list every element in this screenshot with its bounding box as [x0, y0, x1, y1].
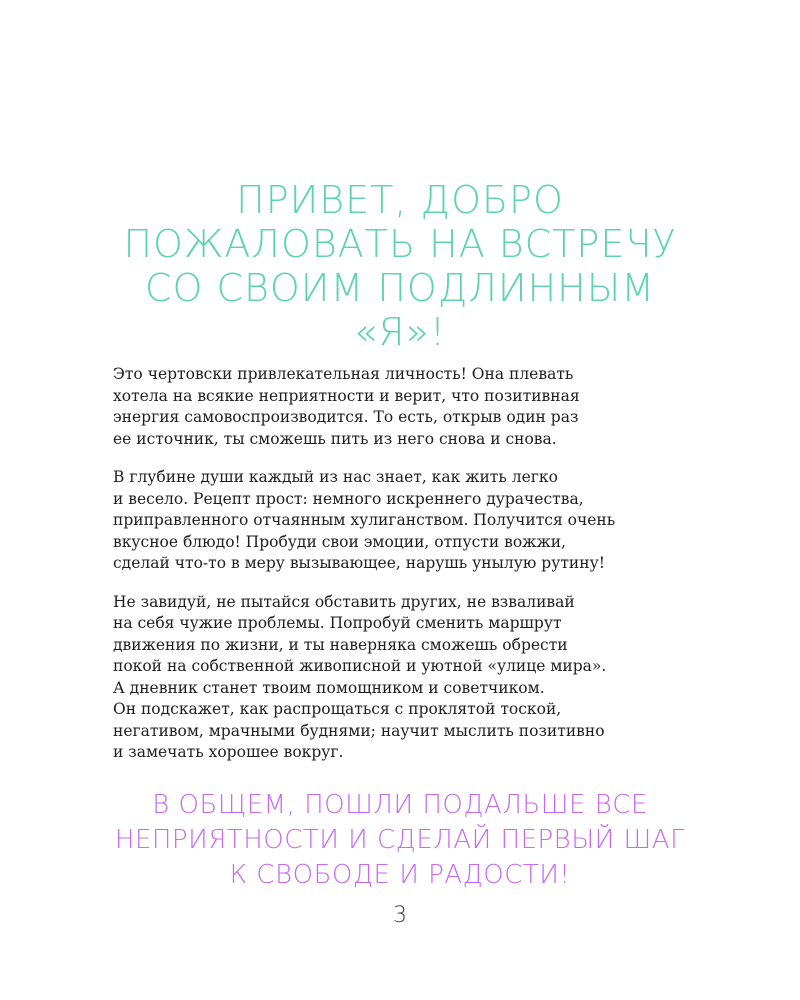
text-line: движения по жизни, и ты наверняка сможешь обрести [113, 635, 568, 654]
page-number: 3 [393, 903, 407, 928]
page-heading [80, 178, 720, 354]
text-line: приправленного отчаянным хулиганством. Получится очень [113, 511, 616, 529]
heading-line: ПРИВЕТ, ДОБРО [236, 178, 564, 222]
paragraph-2 [113, 467, 693, 575]
heading-line: «Я»! [353, 310, 447, 354]
text-line: энергия самовоспроизводится. То есть, открыв один раз [113, 408, 579, 426]
text-line: покой на собственной живописной и уютной «улице мира». [113, 657, 607, 675]
text-line: А дневник станет твоим помощником и советчиком. [113, 678, 545, 697]
closing-callout [80, 788, 720, 893]
text-line: Не завидуй, не пытайся обставить других, не взваливай [113, 592, 575, 611]
text-line: В глубине души каждый из нас знает, как жить легко [113, 468, 558, 486]
text-line: хотела на всякие неприятности и верит, что позитивная [113, 386, 580, 405]
heading-line: СО СВОИМ ПОДЛИННЫМ [144, 266, 656, 310]
text-line: Он подскажет, как распрощаться с проклятой тоской, [113, 700, 562, 718]
paragraph-3 [113, 592, 693, 764]
text-line: на себя чужие проблемы. Попробуй сменить маршрут [113, 614, 562, 632]
heading-line: ПОЖАЛОВАТЬ НА ВСТРЕЧУ [123, 222, 677, 266]
text-line: ее источник, ты сможешь пить из него снова и снова. [113, 429, 557, 448]
body-text [113, 364, 693, 781]
text-line: вкусное блюдо! Пробуди свои эмоции, отпусти вожжи, [113, 532, 566, 551]
text-line: негативом, мрачными буднями; научит мыслить позитивно [113, 721, 605, 740]
closing-line: НЕПРИЯТНОСТИ И СДЕЛАЙ ПЕРВЫЙ ШАГ [114, 825, 686, 855]
text-line: Это чертовски привлекательная личность! Она плевать [113, 365, 574, 383]
closing-line: В ОБЩЕМ, ПОШЛИ ПОДАЛЬШЕ ВСЕ [152, 790, 648, 820]
text-line: сделай что-то в меру вызывающее, нарушь унылую рутину! [113, 554, 605, 572]
text-line: и весело. Рецепт прост: немного искреннего дурачества, [113, 489, 584, 508]
text-line: и замечать хорошее вокруг. [113, 743, 344, 761]
closing-line: К СВОБОДЕ И РАДОСТИ! [229, 860, 571, 890]
paragraph-1 [113, 364, 693, 450]
